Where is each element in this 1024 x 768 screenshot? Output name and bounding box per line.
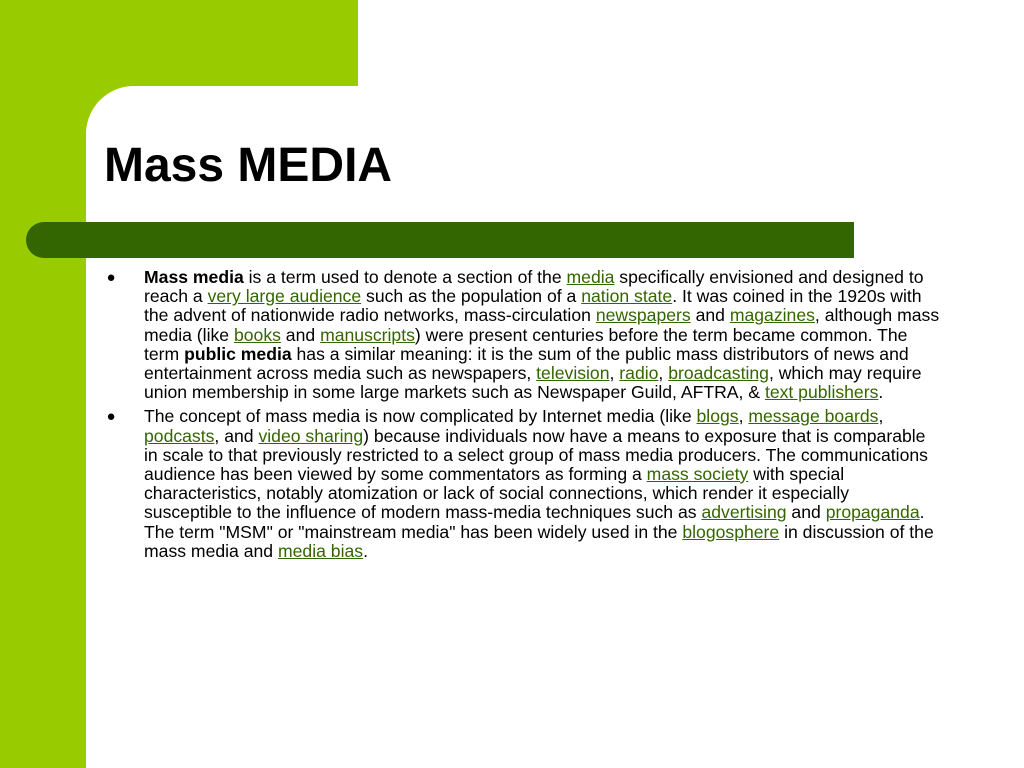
- text-run: ,: [658, 363, 669, 384]
- link-magazines[interactable]: magazines: [729, 305, 815, 326]
- green-background-left: [0, 0, 86, 768]
- bullet-icon: ●: [106, 408, 116, 426]
- link-advertising[interactable]: advertising: [701, 502, 787, 523]
- link-television[interactable]: television: [536, 363, 610, 384]
- link-message-boards[interactable]: message boards: [748, 406, 879, 427]
- text-run: such as the population of a: [361, 286, 582, 307]
- text-run: , and: [214, 425, 259, 446]
- text-run: specifically envisioned and designed to reach a: [144, 267, 924, 307]
- text-run: . It was coined in the 1920s with the advent of nationwide radio networks, mass-circulation: [144, 286, 922, 326]
- link-books[interactable]: books: [233, 324, 281, 345]
- text-run: has a similar meaning: it is the sum of the public mass distributors of news and entertainment across media such as newspapers,: [144, 343, 909, 384]
- text-run: ) were present centuries before the term became common. The term: [144, 324, 908, 364]
- link-mass-society[interactable]: mass society: [646, 464, 749, 485]
- text-run: ) because individuals now have a means to exposure that is comparable in scale to that previously restricted to a select group of mass media producers. The communications audience has been viewed by some commentators as forming a: [144, 425, 928, 485]
- text-run: and: [690, 305, 730, 326]
- bullet-paragraph-2: [104, 407, 940, 561]
- link-propaganda[interactable]: propaganda: [825, 502, 920, 523]
- bold-term: Mass media: [144, 267, 244, 287]
- text-run: ,: [738, 406, 749, 427]
- link-blogosphere[interactable]: blogosphere: [682, 521, 780, 542]
- bold-term: public media: [184, 343, 292, 364]
- paragraph-text: [144, 267, 939, 402]
- link-broadcasting[interactable]: broadcasting: [668, 363, 769, 384]
- paragraph-text: [144, 406, 934, 560]
- text-run: with special characteristics, notably atomization or lack of social connections, which render it especially susceptible to the influence of modern mass-media techniques such as: [144, 464, 850, 523]
- link-video-sharing[interactable]: video sharing: [258, 425, 364, 446]
- link-blogs[interactable]: blogs: [696, 406, 739, 427]
- slide-body: [104, 268, 940, 566]
- link-media[interactable]: media: [566, 267, 615, 287]
- slide-title: Mass MEDIA: [104, 139, 393, 192]
- title-underline-bar: [26, 222, 854, 258]
- link-text-publishers[interactable]: text publishers: [764, 382, 879, 403]
- link-manuscripts[interactable]: manuscripts: [320, 324, 415, 345]
- text-run: The concept of mass media is now complicated by Internet media (like: [144, 406, 697, 427]
- bullet-paragraph-1: [104, 268, 940, 402]
- text-run: ,: [609, 363, 620, 384]
- text-run: , which may require union membership in some large markets such as Newspaper Guild, AFTRA, &: [144, 363, 922, 403]
- text-run: ,: [878, 406, 884, 427]
- text-run: and: [786, 502, 826, 523]
- link-podcasts[interactable]: podcasts: [144, 425, 215, 446]
- text-run: .: [878, 382, 884, 403]
- text-run: in discussion of the mass media and: [144, 521, 934, 561]
- link-nation-state[interactable]: nation state: [581, 286, 673, 307]
- text-run: and: [280, 324, 321, 345]
- link-very-large-audience[interactable]: very large audience: [207, 286, 362, 307]
- bullet-icon: ●: [106, 269, 116, 286]
- text-run: is a term used to denote a section of the: [243, 267, 567, 287]
- text-run: . The term "MSM" or "mainstream media" has been widely used in the: [144, 502, 925, 542]
- link-media-bias[interactable]: media bias: [277, 540, 364, 561]
- text-run: , although mass media (like: [144, 305, 940, 345]
- link-radio[interactable]: radio: [619, 363, 659, 384]
- text-run: .: [363, 540, 368, 561]
- link-newspapers[interactable]: newspapers: [595, 305, 691, 326]
